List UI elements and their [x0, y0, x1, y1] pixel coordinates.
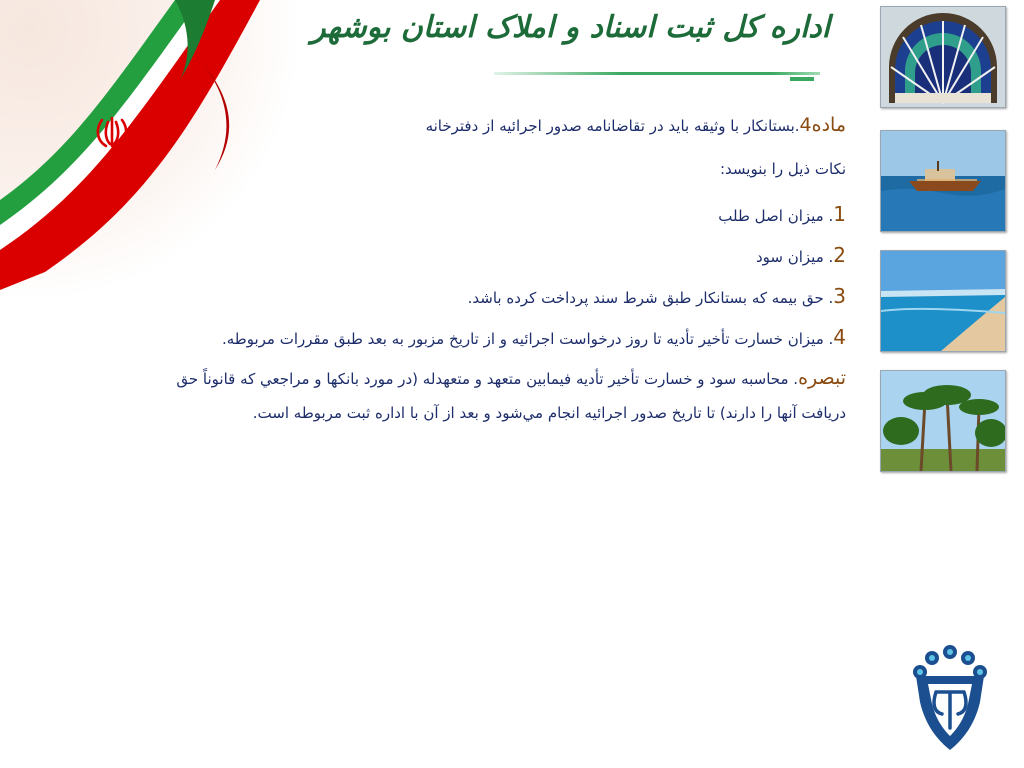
item-text: . میزان سود: [755, 248, 834, 266]
stained-glass-window-image: [880, 6, 1006, 108]
article-heading-text: .بستانکار با وثیقه باید در تقاضانامه صدور اجرائیه از دفترخانه: [425, 117, 800, 135]
article-intro: نکات ذیل را بنویسد:: [719, 160, 846, 178]
note-line: [176, 367, 846, 389]
article-content: [40, 0, 846, 768]
item-number: 2: [833, 243, 846, 267]
list-item: [756, 243, 846, 267]
fishing-boat-image: [880, 130, 1006, 232]
registration-logo: [910, 642, 990, 752]
item-number: 1: [833, 202, 846, 226]
list-item: [468, 284, 846, 308]
note-text: . محاسبه سود و خسارت تأخیر تأدیه فیمابین متعهد و متعهدله (در مورد بانکها و مراجعي که قانوناً حق: [176, 370, 799, 388]
list-item: [718, 202, 846, 226]
item-text: . میزان خسارت تأخیر تأدیه تا روز درخواست اجرائیه و از تاریخ مزبور به بعد طبق مقررات مربوطه.: [221, 330, 834, 348]
item-number: 4: [833, 325, 846, 349]
article-heading: [426, 114, 846, 136]
page-title: اداره کل ثبت اسناد و املاک استان بوشهر: [311, 10, 830, 45]
item-text: . حق بیمه که بستانکار طبق شرط سند پرداخت کرده باشد.: [467, 289, 834, 307]
note-label: تبصره: [798, 367, 846, 389]
palm-trees-image: [880, 370, 1006, 472]
article-label: ماده4: [799, 114, 846, 136]
item-number: 3: [833, 284, 846, 308]
note-continuation: دریافت آنها را دارند) تا تاریخ صدور اجرائیه انجام مي‌شود و بعد از آن با اداره ثبت مربوطه است.: [252, 404, 846, 422]
item-text: . میزان اصل طلب: [718, 207, 834, 225]
list-item: [222, 325, 846, 349]
coastline-image: [880, 250, 1006, 352]
